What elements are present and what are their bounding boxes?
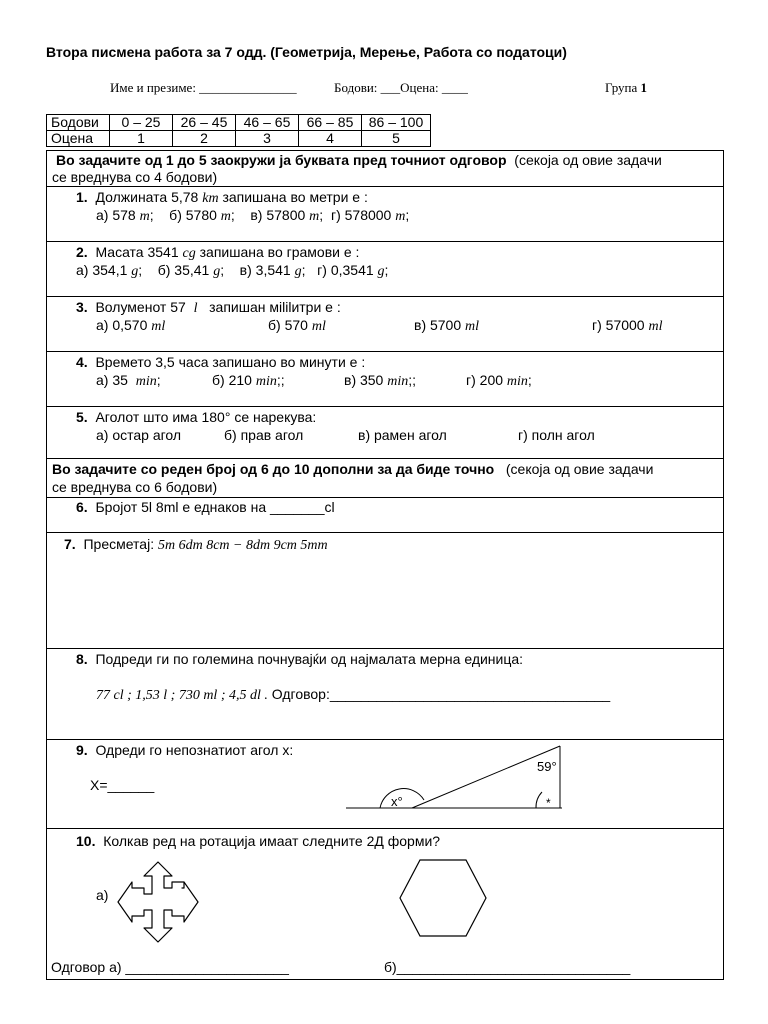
section2-bold: Во задачите со реден број од 6 до 10 дополни за да биде точно <box>52 461 495 477</box>
q2-opt-unit: g <box>131 264 139 279</box>
q3-text <box>76 299 341 317</box>
q4-opt-unit: min <box>255 374 277 389</box>
grade-table-row-grades <box>47 131 431 147</box>
range-cell: 46 – 65 <box>236 115 299 131</box>
grade-table-row-points <box>47 115 431 131</box>
q3-option-d-text: г) 57000 <box>592 317 645 333</box>
hexagon-shape-icon <box>398 858 488 938</box>
grade-cell: 3 <box>236 131 299 147</box>
divider <box>46 406 724 407</box>
q2-text <box>76 244 359 262</box>
q9-answer[interactable]: X=______ <box>90 777 155 793</box>
angle-x-label: x° <box>391 794 403 809</box>
divider <box>46 296 724 297</box>
triangle-figure <box>340 740 570 820</box>
q2-opt-unit: g <box>213 264 221 279</box>
q5-option-b[interactable]: б) прав агол <box>224 427 304 443</box>
divider <box>46 351 724 352</box>
q3-unit: l <box>193 301 198 316</box>
q2-option-c[interactable]: в) 3,541 <box>239 262 291 278</box>
q5-number: 5. <box>76 409 88 425</box>
q2-number: 2. <box>76 244 88 260</box>
q6-text <box>76 499 335 516</box>
group-label <box>605 80 647 96</box>
angle-59-label: 59° <box>537 759 557 774</box>
range-cell: 26 – 45 <box>173 115 236 131</box>
q4-option-b[interactable]: б) 210 min;; <box>212 372 285 389</box>
q1-opt-unit: m <box>395 209 406 224</box>
q3-option-c[interactable] <box>414 317 479 335</box>
q8-answer[interactable]: Одговор:____________________________________ <box>271 686 611 702</box>
q4-option-a-text: а) 35 <box>96 372 128 388</box>
q10-text <box>76 833 440 850</box>
q2-option-d[interactable]: г) 0,3541 <box>317 262 374 278</box>
points-row-label: Бодови <box>47 115 110 131</box>
q5-stem: Аголот што има 180° се нарекува: <box>95 409 317 425</box>
q5-text <box>76 409 316 426</box>
q3-opt-unit: ml <box>465 319 480 334</box>
group-number: 1 <box>640 80 648 95</box>
q8-number: 8. <box>76 651 88 667</box>
q2-option-b[interactable]: б) 35,41 <box>157 262 210 278</box>
q1-option-c[interactable]: в) 57800 <box>250 207 306 223</box>
range-cell: 0 – 25 <box>110 115 173 131</box>
q1-option-d[interactable]: г) 578000 <box>330 207 392 223</box>
q3-opt-unit: ml <box>648 319 663 334</box>
q3-option-b[interactable] <box>268 317 326 335</box>
points-label: Бодови: ___Оцена: ____ <box>334 80 468 95</box>
divider <box>46 241 724 242</box>
hexagon-outline <box>400 860 486 936</box>
section1-rest: (секоја од овие задачи <box>514 152 662 168</box>
q4-option-c-text: в) 350 <box>344 372 384 388</box>
q3-option-a-text: а) 0,570 <box>96 317 148 333</box>
q3-option-d[interactable] <box>592 317 662 335</box>
q1-number: 1. <box>76 189 88 205</box>
q5-option-d[interactable]: г) полн агол <box>518 427 595 443</box>
divider <box>46 186 724 187</box>
q4-option-c[interactable]: в) 350 min;; <box>344 372 417 389</box>
q10-answer-a[interactable]: Одговор а) _____________________ <box>51 959 289 975</box>
grade-cell: 2 <box>173 131 236 147</box>
grade-table <box>46 114 431 147</box>
name-label: Име и презиме: _______________ <box>110 80 297 95</box>
q6-number: 6. <box>76 499 88 515</box>
q7-expression: 5m 6dm 8cm − 8dm 9cm 5mm <box>157 538 328 553</box>
q4-option-d-text: г) 200 <box>466 372 504 388</box>
q3-stem: Волуменот 57 <box>95 299 186 315</box>
range-cell: 66 – 85 <box>299 115 362 131</box>
q4-stem: Времето 3,5 часа запишано во минути е : <box>95 354 366 370</box>
q4-opt-unit: min <box>387 374 409 389</box>
q4-text <box>76 354 365 371</box>
q4-number: 4. <box>76 354 88 370</box>
q10-number: 10. <box>76 833 96 849</box>
q8-text <box>76 651 523 668</box>
section2-rest: (секоја од овие задачи <box>505 461 654 477</box>
q2-stem2: запишана во грамови е : <box>199 244 360 260</box>
q7-number: 7. <box>64 536 76 552</box>
q9-stem: Одреди го непознатиот агол х: <box>95 742 294 758</box>
star-mark: * <box>546 796 551 810</box>
q1-text <box>76 189 368 207</box>
q4-opt-unit: min <box>135 374 157 389</box>
right-angle-arc <box>536 792 542 808</box>
divider <box>46 458 724 459</box>
divider <box>46 497 724 498</box>
arrow-outline <box>118 862 198 942</box>
q10-answer-b[interactable]: б)______________________________ <box>384 959 631 975</box>
q8-values: 77 cl ; 1,53 l ; 730 ml ; 4,5 dl . <box>96 688 268 703</box>
section1-bold: Во задачите од 1 до 5 заокружи ја буквата пред точниот одговор <box>56 152 507 168</box>
q3-opt-unit: ml <box>311 319 326 334</box>
q4-option-a[interactable]: а) 35 min; <box>96 372 161 389</box>
q4-option-b-text: б) 210 <box>212 372 252 388</box>
q2-opt-unit: g <box>294 264 302 279</box>
grade-cell: 5 <box>362 131 431 147</box>
q3-stem2: запишан мililитри е : <box>209 299 341 315</box>
q1-stem: Должината 5,78 <box>95 189 199 205</box>
q2-options: а) 354,1 g; б) 35,41 g; в) 3,541 g; г) 0,3541 g; <box>76 262 389 279</box>
q9-number: 9. <box>76 742 88 758</box>
divider <box>46 532 724 533</box>
q4-option-d[interactable]: г) 200 min; <box>466 372 532 389</box>
grade-row-label: Оцена <box>47 131 110 147</box>
q3-option-b-text: б) 570 <box>268 317 308 333</box>
q8-values-line <box>96 686 610 704</box>
q5-option-c[interactable]: в) рамен агол <box>358 427 447 443</box>
q10-stem: Колкав ред на ротација имаат следните 2Д форми? <box>103 833 441 849</box>
section1-line2: се вреднува со 4 бодови) <box>52 169 218 185</box>
q6-stem[interactable]: Бројот 5l 8ml е еднаков на _______cl <box>95 499 335 515</box>
range-cell: 86 – 100 <box>362 115 431 131</box>
q1-opt-unit: m <box>139 209 150 224</box>
page-title: Втора писмена работа за 7 одд. (Геометрија, Мерење, Работа со податоци) <box>46 44 567 60</box>
q1-option-b[interactable]: б) 5780 <box>169 207 217 223</box>
q1-stem2: запишана во метри е : <box>222 189 368 205</box>
q9-text <box>76 742 293 759</box>
q3-opt-unit: ml <box>151 319 166 334</box>
group-label-text: Група <box>605 80 638 95</box>
section2-instruction <box>52 461 653 478</box>
grade-cell: 1 <box>110 131 173 147</box>
q2-unit: cg <box>182 246 196 261</box>
q1-option-a[interactable]: а) 578 <box>96 207 136 223</box>
section2-line2: се вреднува со 6 бодови) <box>52 479 218 495</box>
divider <box>46 648 724 649</box>
section1-instruction <box>56 152 662 169</box>
q4-opt-unit: min <box>506 374 528 389</box>
grade-cell: 4 <box>299 131 362 147</box>
q8-stem: Подреди ги по големина почнувајќи од најмалата мерна единица: <box>95 651 524 667</box>
divider <box>46 828 724 829</box>
q7-stem: Пресметај: <box>83 536 155 552</box>
four-arrow-shape-icon <box>116 860 200 944</box>
q1-options: а) 578 m; б) 5780 m; в) 57800 m; г) 578000 m; <box>96 207 410 224</box>
q10-a-label: а) <box>96 887 109 903</box>
q3-number: 3. <box>76 299 88 315</box>
q3-option-a[interactable] <box>96 317 165 335</box>
q3-option-c-text: в) 5700 <box>414 317 462 333</box>
q2-stem: Масата 3541 <box>95 244 179 260</box>
q1-opt-unit: m <box>309 209 320 224</box>
q5-option-a[interactable]: а) остар агол <box>96 427 182 443</box>
q2-option-a[interactable]: а) 354,1 <box>76 262 128 278</box>
q7-text <box>64 536 328 554</box>
q1-opt-unit: m <box>220 209 231 224</box>
q1-unit: km <box>202 191 219 206</box>
q2-opt-unit: g <box>377 264 385 279</box>
